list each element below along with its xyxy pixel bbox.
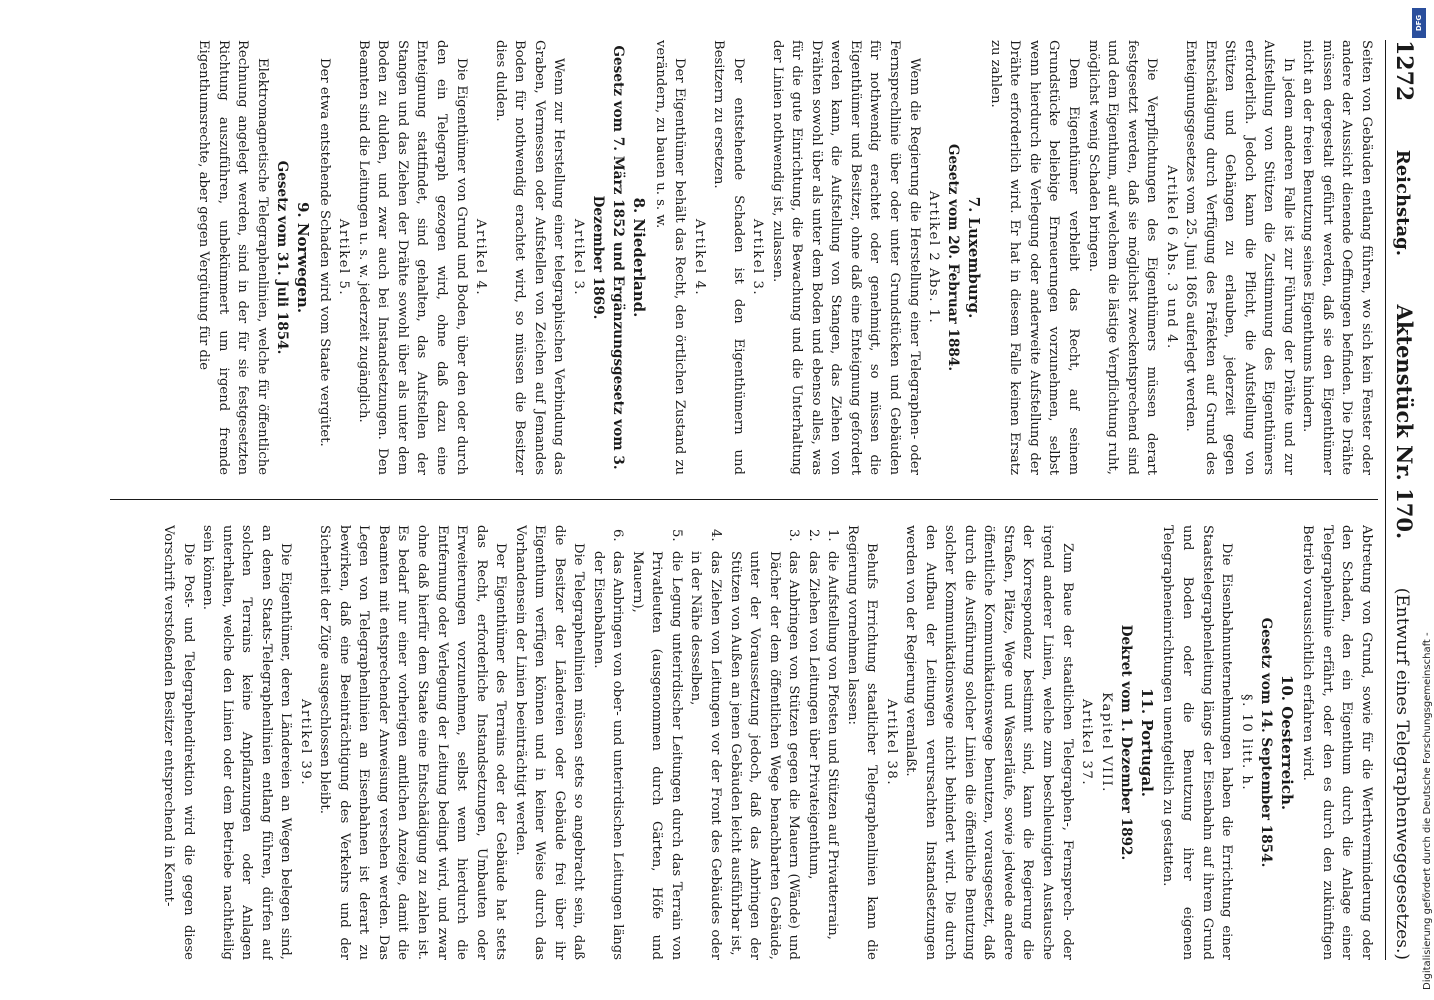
article-heading: Artikel 4. bbox=[473, 218, 489, 297]
paragraph: Wenn die Regierung die Herstellung einer Telegraphen- oder Fernsprechlinie über oder unter Grundstücken und Gebäuden für nothwendig erachtet oder genehmigt, so müssen die Eigenthümer und Besitzer, ohne daß eine Enteignung gefordert werden kann, die Aufstellung von Stangen, das Ziehen von Drähten sowohl über als unter dem Boden und ebenso alles, was für die gute Einrichtung, die Bewachung und die Unterhaltung der Linien nothwendig ist, zulassen. bbox=[769, 40, 922, 475]
article-heading: Artikel 4. bbox=[691, 218, 707, 297]
paragraph: Elektromagnetische Telegraphenlinien, welche für öffentliche Rechnung angelegt werden, sind in der für sie festgesetzten Richtung auszuführen, unbekümmert um irgend fremde Eigenthumsrechte, aber gegen Vergütung für die bbox=[196, 40, 270, 475]
paragraph: Zum Baue der staatlichen Telegraphen-, Fernsprech- oder irgend anderer Linien, welche zum beschleunigten Austausche der Korrespondenz bestimmt sind, kann die Regierung die Straßen, Plätze, Wege und Wasserläufe, sowie jedwede andere öffentliche Kommunikationswege benutzen, vorausgesetzt, daß durch die Ausführung solcher Linien die öffentliche Benutzung solcher Kommunikationswege nicht behindert wird. Die durch den Aufbau der Leitungen verursachten Instandsetzungen werden von der Regierung veranlaßt. bbox=[903, 525, 1075, 960]
list-item bbox=[823, 525, 843, 960]
article-heading: Artikel 3. bbox=[750, 218, 766, 297]
law-heading: Gesetz vom 7. März 1852 und Ergänzungsgesetz vom 3. Dezember 1869. bbox=[589, 45, 626, 470]
list-item bbox=[686, 525, 725, 960]
paragraph: Abtretung von Grund, sowie für die Werthverminderung oder den Schaden, den ein Eigenthum durch die Anlage einer Telegraphenlinie erfährt, oder den es durch den zukünftigen Betrieb voraussichtlich erfahren wird. bbox=[1300, 525, 1374, 960]
list-text: die Legung unterirdischer Leitungen durch das Terrain von Privatleuten (ausgenommen durch Gärten, Höfe und Mauern), bbox=[629, 551, 684, 960]
list-number: 1. bbox=[825, 529, 841, 542]
list-item bbox=[725, 525, 803, 960]
paragraph: Dem Eigenthümer verbleibt das Recht, auf seinem Grundstücke beliebige Erneuerungen vorzunehmen, selbst wenn hierdurch die Verlegung oder anderweite Aufstellung der Drähte erforderlich wird. Er hat in diesem Falle keinen Ersatz zu zahlen. bbox=[987, 40, 1082, 475]
paragraph: Die Eigenthümer von Grund und Boden, über den oder durch den ein Telegraph gezogen wird, ohne daß dazu eine Enteignung stattfindet, sind gehalten, das Aufstellen der Stangen und das Ziehen der Drähte sowohl über als unter dem Boden zu dulden, und zwar auch bei Instandsetzungen. Den Beamten sind die Leitungen u. s. w. jederzeit zugänglich. bbox=[355, 40, 469, 475]
paragraph: Der entstehende Schaden ist den Eigenthümern und Besitzern zu ersetzen. bbox=[711, 40, 746, 475]
numbered-list bbox=[588, 525, 842, 960]
article-heading: Artikel 38. bbox=[883, 698, 899, 787]
paragraph: Die Post- und Telegraphendirektion wird die gegen diese Vorschrift verstoßenden Besitzer entsprechend in Kennt- bbox=[161, 525, 196, 960]
paragraph: Der Eigenthümer behält das Recht, den örtlichen Zustand zu verändern, zu bauen u. s. w. bbox=[652, 40, 688, 475]
country-heading: 9. Norwegen. bbox=[294, 201, 313, 314]
law-heading: Dekret vom 1. Dezember 1892. bbox=[1117, 624, 1134, 861]
paragraph: Die Eisenbahnunternehmungen haben die Errichtung einer Staatstelegraphenleitung längs der Eisenbahn auf ihrem Grund und Boden oder die Benutzung ihrer eigenen Telegrapheneinrichtungen unentgeltlich zu gestatten. bbox=[1160, 525, 1235, 960]
list-number: 5. bbox=[668, 529, 684, 542]
chapter-heading: Kapitel VIII. bbox=[1098, 692, 1114, 793]
paragraph: In jedem anderen Falle ist zur Führung der Drähte und zur Aufstellung von Stützen die Zustimmung des Eigenthümers erforderlich. Jedoch kann die Pflicht, die Aufstellung von Stützen und Gehängen zu erlauben, jederzeit gegen Entschädigung durch Verfügung des Präfekten auf Grund des Enteignungsgesetzes vom 25. Juni 1865 auferlegt werden. bbox=[1183, 40, 1296, 475]
list-text: das Ziehen von Leitungen über Privateigenthum, bbox=[805, 551, 821, 880]
country-heading: 11. Portugal. bbox=[1137, 687, 1156, 798]
page-number: 1272 bbox=[1391, 40, 1417, 102]
document-subtitle: (Entwurf eines Telegraphenwegegesetzes.) bbox=[1392, 587, 1412, 960]
list-text: die Aufstellung von Pfosten und Stützen auf Privatterrain, bbox=[825, 551, 841, 940]
country-heading: 10. Oesterreich. bbox=[1277, 674, 1296, 811]
article-heading: Artikel 5. bbox=[336, 218, 352, 297]
dfg-logo: DFG bbox=[1412, 8, 1426, 38]
law-heading: Gesetz vom 31. Juli 1854. bbox=[274, 160, 291, 355]
article-heading: Artikel 2 Abs. 1. bbox=[926, 190, 942, 325]
paragraph: Behufs Errichtung staatlicher Telegraphenlinien kann die Regierung vornehmen lassen: bbox=[844, 525, 880, 960]
article-heading: Artikel 39. bbox=[297, 698, 313, 787]
country-heading: 8. Niederland. bbox=[630, 197, 649, 318]
list-text: das Ziehen von Leitungen vor der Front des Gebäudes oder in der Nähe desselben, bbox=[688, 551, 723, 960]
left-column bbox=[111, 40, 1376, 475]
list-item bbox=[627, 525, 686, 960]
paragraph: Die Verpflichtungen des Eigenthümers müssen derart festgesetzt werden, daß sie möglichst zweckentsprechend sind und dem Eigenthum, auf welchem die lästige Verpflichtung ruht, möglichst wenig Schaden bringen. bbox=[1085, 40, 1160, 475]
paragraph: Der Eigenthümer des Terrains oder der Gebäude hat stets das Recht, erforderliche Instandsetzungen, Umbauten oder Erweiterungen vorzunehmen, selbst wenn hierdurch die Entfernung oder Verlegung der Leitung bedingt wird, und zwar ohne daß hierfür dem Staate eine Entschädigung zu zahlen ist. Es bedarf nur einer vorherigen amtlichen Anzeige, damit die Beamten mit entsprechender Anweisung versehen werden. Das Legen von Telegraphenlinien an Eisenbahnen ist derart zu bewirken, daß eine Beeinträchtigung des Verkehrs und der Sicherheit der Züge ausgeschlossen bleibt. bbox=[317, 525, 509, 960]
list-item bbox=[588, 525, 627, 960]
rotated-document-page bbox=[105, 40, 1420, 960]
document-number: Aktenstück Nr. 170. bbox=[1392, 304, 1417, 540]
article-heading: Artikel 6 Abs. 3 und 4. bbox=[1163, 165, 1179, 350]
list-number: 3. bbox=[786, 529, 802, 542]
article-heading: §. 10 litt. h. bbox=[1238, 693, 1254, 792]
running-title: Reichstag. bbox=[1392, 149, 1413, 257]
paragraph: Der etwa entstehende Schaden wird vom Staate vergütet. bbox=[316, 58, 332, 447]
paragraph: Wenn zur Herstellung einer telegraphischen Verbindung das Graben, Vermessen oder Aufstellen von Zeichen auf Jemandes Boden für nothwendig erachtet wird, so müssen die Besitzer dies dulden. bbox=[492, 40, 567, 475]
paragraph: Die Eigenthümer, deren Ländereien an Wegen belegen sind, an denen Staats-Telegraphenlinien entlang führen, dürfen auf solchen Terrains keine Anpflanzungen oder Anlagen unterhalten, welche den Linien oder dem Betriebe nachtheilig sein können. bbox=[200, 525, 294, 960]
list-number: 6. bbox=[610, 529, 626, 542]
digitization-credit bbox=[1410, 0, 1433, 1000]
right-column bbox=[111, 525, 1376, 960]
paragraph: Die Telegraphenlinien müssen stets so angebracht sein, daß die Besitzer der Ländereien oder Gebäude frei über ihr Eigenthum verfügen können und in keiner Weise durch das Vorhandensein der Linien beeinträchtigt werden. bbox=[512, 525, 587, 960]
article-heading: Artikel 3. bbox=[570, 218, 586, 297]
column-divider bbox=[110, 499, 1378, 500]
list-text: das Anbringen von Stützen gegen die Mauern (Wände) und Dächer der dem öffentlichen Wege benachbarten Gebäude, unter der Voraussetzung jedoch, daß das Anbringen der Stützen von Außen an jenen Gebäuden leicht ausführbar ist, bbox=[727, 551, 802, 960]
list-text: das Anbringen von ober- und unterirdischen Leitungen längs der Eisenbahnen. bbox=[590, 551, 626, 960]
law-heading: Gesetz vom 14. September 1854. bbox=[1257, 617, 1274, 868]
law-heading: Gesetz vom 20. Februar 1884. bbox=[945, 143, 962, 372]
paragraph: Seiten von Gebäuden entlang führen, wo sich kein Fenster oder andere der Aussicht dienende Oeffnungen befinden. Die Drähte müssen dergestalt geführt werden, daß sie den Eigenthümer nicht an der freien Benutzung seines Eigenthums hindern. bbox=[1300, 40, 1374, 475]
article-heading: Artikel 37. bbox=[1079, 698, 1095, 787]
list-number: 2. bbox=[805, 529, 821, 542]
list-number: 4. bbox=[708, 529, 723, 542]
credit-text: Digitalisierung gefördert durch die Deutsche Forschungsgemeinschaft - bbox=[1422, 632, 1433, 990]
list-item bbox=[803, 525, 823, 960]
country-heading: 7. Luxemburg. bbox=[965, 196, 984, 319]
